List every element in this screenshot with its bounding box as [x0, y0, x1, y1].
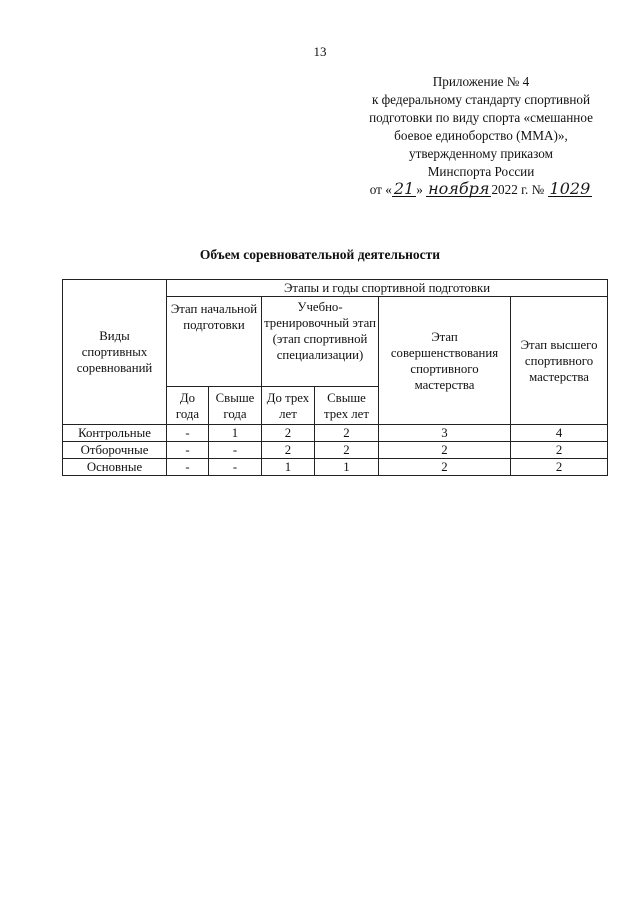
- row-header-cell: Виды спортивных соревнований: [63, 280, 167, 425]
- table-row: [63, 459, 608, 476]
- value-cell: 1: [315, 459, 379, 476]
- appendix-block: [330, 73, 632, 199]
- document-title: Объем соревновательной деятельности: [199, 247, 441, 262]
- order-number-handwritten: 1029: [549, 179, 591, 198]
- order-date-line: [330, 181, 632, 199]
- appendix-line: утвержденному приказом: [409, 146, 553, 161]
- date-day-handwritten: 21: [393, 179, 415, 198]
- value-cell: -: [209, 459, 262, 476]
- appendix-line: к федеральному стандарту спортивной: [371, 92, 591, 107]
- value-cell: 2: [379, 442, 511, 459]
- group-header-cell: Этапы и годы спортивной подготовки: [167, 280, 608, 297]
- date-year: 2022 г. №: [491, 182, 545, 197]
- sub-header-cell: Свыше трех лет: [315, 387, 379, 425]
- sub-header-cell: Свыше года: [209, 387, 262, 425]
- value-cell: 2: [315, 425, 379, 442]
- table-row: [63, 425, 608, 442]
- date-prefix: от «: [369, 182, 392, 197]
- row-label: Контрольные: [63, 425, 167, 442]
- appendix-line: подготовки по виду спорта «смешанное: [369, 110, 593, 125]
- value-cell: 2: [511, 442, 608, 459]
- appendix-line: Минспорта России: [427, 164, 535, 179]
- date-quote-close: »: [416, 182, 423, 197]
- value-cell: 2: [511, 459, 608, 476]
- date-month-handwritten: ноября: [428, 179, 490, 198]
- table-row: [63, 442, 608, 459]
- value-cell: -: [209, 442, 262, 459]
- value-cell: -: [167, 425, 209, 442]
- page-number: 13: [313, 44, 327, 59]
- row-label: Основные: [63, 459, 167, 476]
- value-cell: 1: [209, 425, 262, 442]
- appendix-line: Приложение № 4: [432, 74, 530, 89]
- value-cell: 2: [262, 425, 315, 442]
- value-cell: -: [167, 459, 209, 476]
- value-cell: 4: [511, 425, 608, 442]
- value-cell: -: [167, 442, 209, 459]
- stage-header-highest: Этап высшего спортивного мастерства: [511, 297, 608, 425]
- stage-header-training: Учебно-тренировочный этап (этап спортивной специализации): [262, 297, 379, 387]
- value-cell: 2: [379, 459, 511, 476]
- sub-header-cell: До трех лет: [262, 387, 315, 425]
- competition-volume-table: [62, 279, 608, 476]
- value-cell: 1: [262, 459, 315, 476]
- sub-header-cell: До года: [167, 387, 209, 425]
- value-cell: 3: [379, 425, 511, 442]
- appendix-line: боевое единоборство (ММА)»,: [394, 128, 568, 143]
- row-label: Отборочные: [63, 442, 167, 459]
- value-cell: 2: [262, 442, 315, 459]
- stage-header-initial: Этап начальной подготовки: [167, 297, 262, 387]
- value-cell: 2: [315, 442, 379, 459]
- stage-header-improvement: Этап совершенствования спортивного мастерства: [379, 297, 511, 425]
